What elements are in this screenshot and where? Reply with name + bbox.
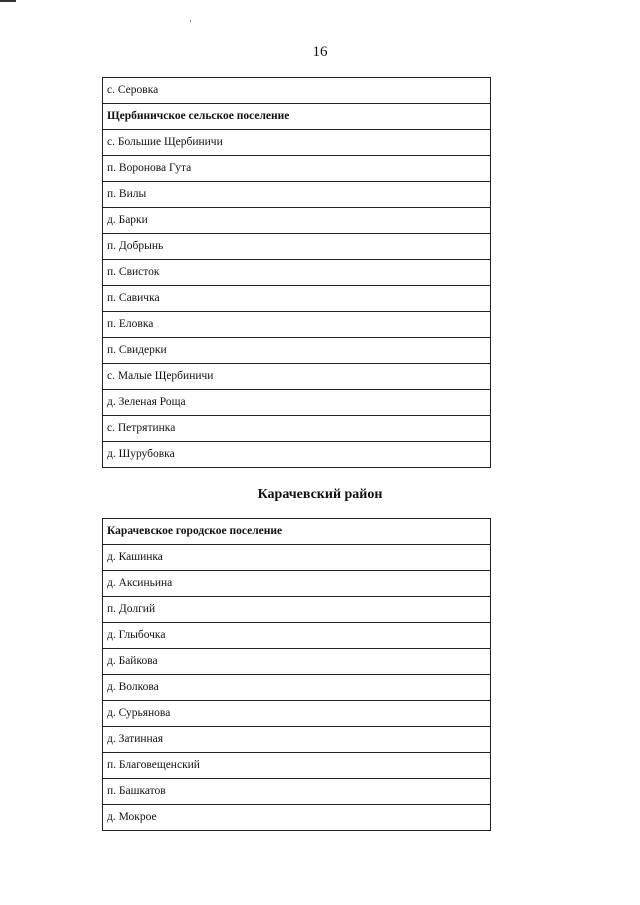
settlement-name: д. Сурьянова <box>103 701 491 727</box>
settlement-name: д. Аксиньина <box>103 571 491 597</box>
table-row <box>103 675 491 701</box>
table-row <box>103 805 491 831</box>
settlement-name: с. Серовка <box>103 78 491 104</box>
settlement-name: п. Вилы <box>103 182 491 208</box>
settlement-name: п. Добрынь <box>103 234 491 260</box>
table-row <box>103 130 491 156</box>
table-row <box>103 390 491 416</box>
settlement-name: с. Малые Щербиничи <box>103 364 491 390</box>
settlement-name: п. Свисток <box>103 260 491 286</box>
settlements-table-1 <box>102 77 491 468</box>
settlement-name: д. Мокрое <box>103 805 491 831</box>
settlement-name: д. Затинная <box>103 727 491 753</box>
scan-edge-mark <box>0 0 16 2</box>
table-row <box>103 208 491 234</box>
settlement-name: п. Савичка <box>103 286 491 312</box>
table-row <box>103 753 491 779</box>
settlement-name: п. Долгий <box>103 597 491 623</box>
settlement-name: д. Байкова <box>103 649 491 675</box>
table-row <box>103 156 491 182</box>
table-row <box>103 182 491 208</box>
settlement-name: п. Башкатов <box>103 779 491 805</box>
table-row <box>103 571 491 597</box>
settlement-name: д. Зеленая Роща <box>103 390 491 416</box>
table-row <box>103 623 491 649</box>
table-row <box>103 234 491 260</box>
table-row <box>103 78 491 104</box>
settlement-name: д. Глыбочка <box>103 623 491 649</box>
settlement-name: д. Барки <box>103 208 491 234</box>
table-row <box>103 260 491 286</box>
table-row <box>103 416 491 442</box>
table-row <box>103 519 491 545</box>
table-row <box>103 779 491 805</box>
scan-dot <box>190 20 191 22</box>
settlements-table-2 <box>102 518 491 831</box>
settlement-name: п. Воронова Гута <box>103 156 491 182</box>
settlement-name: д. Кашинка <box>103 545 491 571</box>
page-number: 16 <box>312 44 328 60</box>
table-row <box>103 649 491 675</box>
settlement-group-header: Щербиничское сельское поселение <box>103 104 491 130</box>
table-row <box>103 545 491 571</box>
settlement-name: д. Волкова <box>103 675 491 701</box>
table-row <box>103 338 491 364</box>
table-row <box>103 727 491 753</box>
settlement-name: д. Шурубовка <box>103 442 491 468</box>
table-row <box>103 104 491 130</box>
settlement-name: п. Благовещенский <box>103 753 491 779</box>
table-row <box>103 442 491 468</box>
settlement-name: с. Петрятинка <box>103 416 491 442</box>
settlement-name: с. Большие Щербиничи <box>103 130 491 156</box>
settlement-name: п. Свидерки <box>103 338 491 364</box>
table-row <box>103 597 491 623</box>
settlement-name: п. Еловка <box>103 312 491 338</box>
table-row <box>103 701 491 727</box>
table-row <box>103 364 491 390</box>
section-heading-district: Карачевский район <box>257 487 383 502</box>
settlement-group-header: Карачевское городское поселение <box>103 519 491 545</box>
table-row <box>103 286 491 312</box>
table-row <box>103 312 491 338</box>
